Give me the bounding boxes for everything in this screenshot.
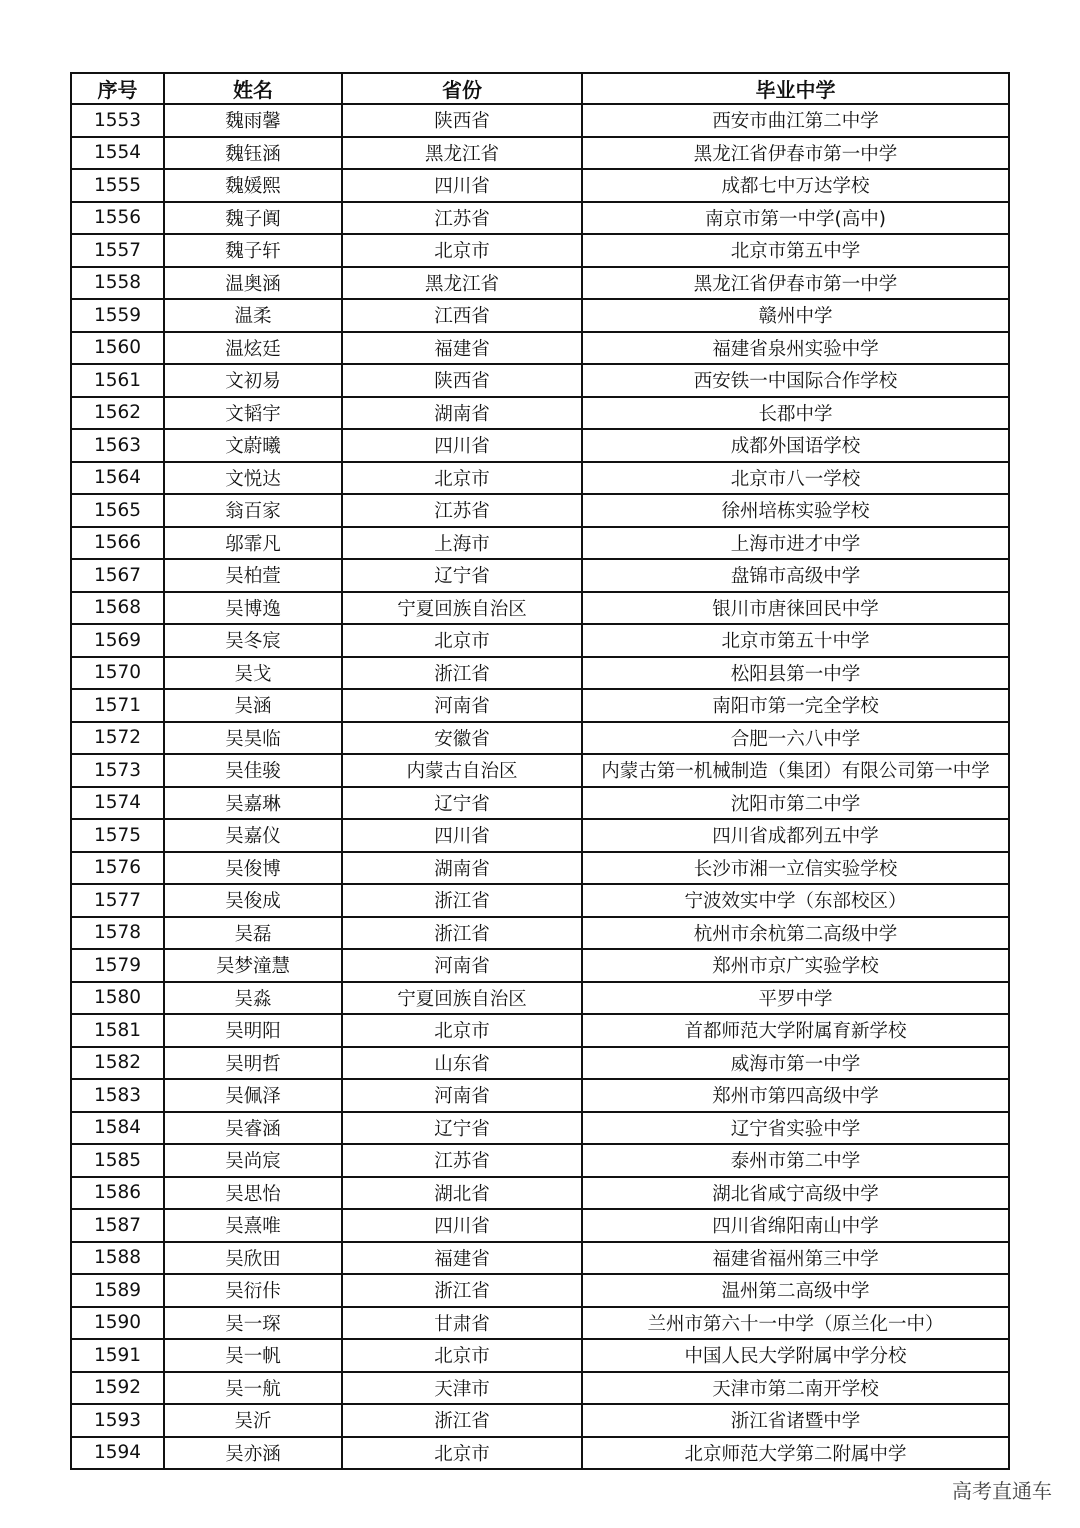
- table-row: [71, 494, 1009, 527]
- cell-school: 宁波效实中学（东部校区）: [582, 884, 1009, 917]
- cell-school: 郑州市京广实验学校: [582, 949, 1009, 982]
- cell-index: 1579: [71, 949, 164, 982]
- cell-index: 1567: [71, 559, 164, 592]
- cell-province: 江苏省: [342, 494, 582, 527]
- cell-index: 1556: [71, 202, 164, 235]
- cell-name: 吴博逸: [164, 592, 342, 625]
- cell-index: 1580: [71, 982, 164, 1015]
- cell-index: 1590: [71, 1307, 164, 1340]
- cell-name: 吴一航: [164, 1372, 342, 1405]
- cell-province: 福建省: [342, 332, 582, 365]
- cell-index: 1575: [71, 819, 164, 852]
- table-row: [71, 1307, 1009, 1340]
- cell-school: 盘锦市高级中学: [582, 559, 1009, 592]
- table-row: [71, 364, 1009, 397]
- cell-name: 吴戈: [164, 657, 342, 690]
- cell-province: 内蒙古自治区: [342, 754, 582, 787]
- cell-name: 吴思怡: [164, 1177, 342, 1210]
- cell-name: 吴明哲: [164, 1047, 342, 1080]
- cell-index: 1594: [71, 1437, 164, 1470]
- table-row: [71, 559, 1009, 592]
- cell-name: 吴俊博: [164, 852, 342, 885]
- table-row: [71, 1144, 1009, 1177]
- cell-name: 吴磊: [164, 917, 342, 950]
- cell-school: 黑龙江省伊春市第一中学: [582, 267, 1009, 300]
- header-index: 序号: [71, 73, 164, 104]
- cell-name: 文悦达: [164, 462, 342, 495]
- cell-index: 1570: [71, 657, 164, 690]
- cell-name: 吴沂: [164, 1404, 342, 1437]
- cell-province: 天津市: [342, 1372, 582, 1405]
- cell-province: 黑龙江省: [342, 267, 582, 300]
- cell-school: 浙江省诸暨中学: [582, 1404, 1009, 1437]
- cell-name: 吴冬宸: [164, 624, 342, 657]
- cell-province: 甘肃省: [342, 1307, 582, 1340]
- cell-school: 黑龙江省伊春市第一中学: [582, 137, 1009, 170]
- cell-province: 安徽省: [342, 722, 582, 755]
- cell-index: 1557: [71, 234, 164, 267]
- cell-school: 徐州培栋实验学校: [582, 494, 1009, 527]
- cell-index: 1571: [71, 689, 164, 722]
- cell-index: 1559: [71, 299, 164, 332]
- cell-name: 温奥涵: [164, 267, 342, 300]
- cell-index: 1584: [71, 1112, 164, 1145]
- cell-province: 陕西省: [342, 104, 582, 137]
- cell-index: 1568: [71, 592, 164, 625]
- table-body: [71, 104, 1009, 1469]
- cell-province: 湖南省: [342, 852, 582, 885]
- cell-name: 吴欣田: [164, 1242, 342, 1275]
- table-row: [71, 1014, 1009, 1047]
- table-row: [71, 234, 1009, 267]
- cell-province: 上海市: [342, 527, 582, 560]
- table-row: [71, 689, 1009, 722]
- cell-school: 北京市第五十中学: [582, 624, 1009, 657]
- cell-index: 1581: [71, 1014, 164, 1047]
- cell-province: 辽宁省: [342, 559, 582, 592]
- cell-school: 内蒙古第一机械制造（集团）有限公司第一中学: [582, 754, 1009, 787]
- table-row: [71, 819, 1009, 852]
- cell-school: 南阳市第一完全学校: [582, 689, 1009, 722]
- cell-province: 四川省: [342, 429, 582, 462]
- cell-province: 四川省: [342, 819, 582, 852]
- cell-name: 吴嘉仪: [164, 819, 342, 852]
- cell-province: 江苏省: [342, 202, 582, 235]
- cell-school: 平罗中学: [582, 982, 1009, 1015]
- cell-school: 首都师范大学附属育新学校: [582, 1014, 1009, 1047]
- cell-index: 1586: [71, 1177, 164, 1210]
- cell-index: 1562: [71, 397, 164, 430]
- table-row: [71, 267, 1009, 300]
- cell-index: 1561: [71, 364, 164, 397]
- cell-index: 1589: [71, 1274, 164, 1307]
- cell-index: 1576: [71, 852, 164, 885]
- cell-province: 江西省: [342, 299, 582, 332]
- cell-school: 北京市第五中学: [582, 234, 1009, 267]
- cell-school: 泰州市第二中学: [582, 1144, 1009, 1177]
- cell-index: 1566: [71, 527, 164, 560]
- cell-school: 福建省福州第三中学: [582, 1242, 1009, 1275]
- cell-index: 1555: [71, 169, 164, 202]
- cell-province: 福建省: [342, 1242, 582, 1275]
- cell-province: 浙江省: [342, 1404, 582, 1437]
- table-row: [71, 982, 1009, 1015]
- table-row: [71, 1209, 1009, 1242]
- table-row: [71, 1437, 1009, 1470]
- cell-school: 中国人民大学附属中学分校: [582, 1339, 1009, 1372]
- cell-index: 1585: [71, 1144, 164, 1177]
- cell-school: 天津市第二南开学校: [582, 1372, 1009, 1405]
- cell-province: 江苏省: [342, 1144, 582, 1177]
- table-row: [71, 592, 1009, 625]
- cell-index: 1564: [71, 462, 164, 495]
- cell-index: 1577: [71, 884, 164, 917]
- table-row: [71, 1274, 1009, 1307]
- cell-school: 郑州市第四高级中学: [582, 1079, 1009, 1112]
- cell-index: 1565: [71, 494, 164, 527]
- table-row: [71, 657, 1009, 690]
- table-row: [71, 1112, 1009, 1145]
- cell-school: 四川省绵阳南山中学: [582, 1209, 1009, 1242]
- header-province: 省份: [342, 73, 582, 104]
- cell-index: 1587: [71, 1209, 164, 1242]
- table-row: [71, 527, 1009, 560]
- cell-index: 1573: [71, 754, 164, 787]
- table-row: [71, 1177, 1009, 1210]
- cell-name: 魏雨馨: [164, 104, 342, 137]
- table-row: [71, 104, 1009, 137]
- cell-school: 长沙市湘一立信实验学校: [582, 852, 1009, 885]
- header-name: 姓名: [164, 73, 342, 104]
- cell-school: 成都七中万达学校: [582, 169, 1009, 202]
- table-row: [71, 462, 1009, 495]
- cell-province: 北京市: [342, 1339, 582, 1372]
- cell-name: 吴梦潼慧: [164, 949, 342, 982]
- cell-province: 北京市: [342, 1437, 582, 1470]
- cell-name: 吴一琛: [164, 1307, 342, 1340]
- table-row: [71, 754, 1009, 787]
- cell-index: 1554: [71, 137, 164, 170]
- cell-name: 魏子阗: [164, 202, 342, 235]
- table-row: [71, 852, 1009, 885]
- header-school: 毕业中学: [582, 73, 1009, 104]
- cell-province: 浙江省: [342, 917, 582, 950]
- cell-name: 吴明阳: [164, 1014, 342, 1047]
- cell-name: 吴衍佧: [164, 1274, 342, 1307]
- cell-province: 辽宁省: [342, 1112, 582, 1145]
- cell-name: 魏媛熙: [164, 169, 342, 202]
- cell-province: 浙江省: [342, 884, 582, 917]
- cell-name: 魏钰涵: [164, 137, 342, 170]
- cell-name: 翁百家: [164, 494, 342, 527]
- student-list-table: [70, 72, 1010, 1470]
- table-row: [71, 1339, 1009, 1372]
- cell-province: 宁夏回族自治区: [342, 592, 582, 625]
- cell-name: 吴嘉琳: [164, 787, 342, 820]
- table-row: [71, 332, 1009, 365]
- cell-school: 威海市第一中学: [582, 1047, 1009, 1080]
- table-row: [71, 722, 1009, 755]
- cell-province: 辽宁省: [342, 787, 582, 820]
- cell-province: 河南省: [342, 689, 582, 722]
- cell-school: 辽宁省实验中学: [582, 1112, 1009, 1145]
- cell-name: 文初易: [164, 364, 342, 397]
- cell-index: 1563: [71, 429, 164, 462]
- cell-province: 河南省: [342, 949, 582, 982]
- cell-province: 宁夏回族自治区: [342, 982, 582, 1015]
- cell-school: 合肥一六八中学: [582, 722, 1009, 755]
- cell-province: 浙江省: [342, 657, 582, 690]
- cell-province: 北京市: [342, 462, 582, 495]
- watermark: 高考直通车: [952, 1479, 1052, 1503]
- table-row: [71, 202, 1009, 235]
- cell-name: 魏子轩: [164, 234, 342, 267]
- table-row: [71, 1372, 1009, 1405]
- cell-name: 吴尚宸: [164, 1144, 342, 1177]
- cell-school: 西安铁一中国际合作学校: [582, 364, 1009, 397]
- cell-index: 1593: [71, 1404, 164, 1437]
- table-row: [71, 787, 1009, 820]
- cell-index: 1588: [71, 1242, 164, 1275]
- table-row: [71, 624, 1009, 657]
- cell-school: 沈阳市第二中学: [582, 787, 1009, 820]
- table-row: [71, 1242, 1009, 1275]
- cell-index: 1583: [71, 1079, 164, 1112]
- table-row: [71, 884, 1009, 917]
- cell-name: 吴佳骏: [164, 754, 342, 787]
- cell-index: 1553: [71, 104, 164, 137]
- cell-name: 邬霏凡: [164, 527, 342, 560]
- cell-name: 吴佩泽: [164, 1079, 342, 1112]
- table-row: [71, 917, 1009, 950]
- cell-school: 松阳县第一中学: [582, 657, 1009, 690]
- cell-name: 吴昊临: [164, 722, 342, 755]
- cell-name: 吴熹唯: [164, 1209, 342, 1242]
- cell-name: 文蔚曦: [164, 429, 342, 462]
- table-row: [71, 299, 1009, 332]
- cell-school: 北京市八一学校: [582, 462, 1009, 495]
- table-row: [71, 1079, 1009, 1112]
- cell-school: 杭州市余杭第二高级中学: [582, 917, 1009, 950]
- cell-province: 湖北省: [342, 1177, 582, 1210]
- cell-school: 温州第二高级中学: [582, 1274, 1009, 1307]
- cell-school: 银川市唐徕回民中学: [582, 592, 1009, 625]
- cell-name: 吴睿涵: [164, 1112, 342, 1145]
- cell-school: 四川省成都列五中学: [582, 819, 1009, 852]
- cell-name: 文韬宇: [164, 397, 342, 430]
- table-row: [71, 137, 1009, 170]
- cell-index: 1560: [71, 332, 164, 365]
- cell-index: 1578: [71, 917, 164, 950]
- cell-school: 西安市曲江第二中学: [582, 104, 1009, 137]
- cell-name: 吴淼: [164, 982, 342, 1015]
- cell-province: 北京市: [342, 624, 582, 657]
- table-row: [71, 1047, 1009, 1080]
- cell-school: 湖北省咸宁高级中学: [582, 1177, 1009, 1210]
- cell-index: 1582: [71, 1047, 164, 1080]
- cell-province: 北京市: [342, 1014, 582, 1047]
- cell-province: 四川省: [342, 169, 582, 202]
- table-row: [71, 169, 1009, 202]
- cell-school: 赣州中学: [582, 299, 1009, 332]
- cell-school: 上海市进才中学: [582, 527, 1009, 560]
- cell-index: 1574: [71, 787, 164, 820]
- cell-province: 四川省: [342, 1209, 582, 1242]
- cell-school: 成都外国语学校: [582, 429, 1009, 462]
- cell-province: 河南省: [342, 1079, 582, 1112]
- cell-name: 温柔: [164, 299, 342, 332]
- header-row: [71, 73, 1009, 104]
- table-row: [71, 1404, 1009, 1437]
- cell-index: 1569: [71, 624, 164, 657]
- cell-school: 南京市第一中学(高中): [582, 202, 1009, 235]
- cell-school: 兰州市第六十一中学（原兰化一中）: [582, 1307, 1009, 1340]
- cell-name: 吴亦涵: [164, 1437, 342, 1470]
- cell-school: 长郡中学: [582, 397, 1009, 430]
- cell-index: 1592: [71, 1372, 164, 1405]
- cell-name: 吴柏萱: [164, 559, 342, 592]
- cell-index: 1558: [71, 267, 164, 300]
- cell-province: 陕西省: [342, 364, 582, 397]
- cell-province: 北京市: [342, 234, 582, 267]
- cell-school: 福建省泉州实验中学: [582, 332, 1009, 365]
- cell-index: 1591: [71, 1339, 164, 1372]
- cell-name: 吴俊成: [164, 884, 342, 917]
- cell-province: 浙江省: [342, 1274, 582, 1307]
- cell-province: 湖南省: [342, 397, 582, 430]
- table-row: [71, 949, 1009, 982]
- cell-name: 吴涵: [164, 689, 342, 722]
- cell-name: 吴一帆: [164, 1339, 342, 1372]
- cell-school: 北京师范大学第二附属中学: [582, 1437, 1009, 1470]
- table-row: [71, 429, 1009, 462]
- cell-index: 1572: [71, 722, 164, 755]
- cell-province: 黑龙江省: [342, 137, 582, 170]
- cell-province: 山东省: [342, 1047, 582, 1080]
- cell-name: 温炫廷: [164, 332, 342, 365]
- table-row: [71, 397, 1009, 430]
